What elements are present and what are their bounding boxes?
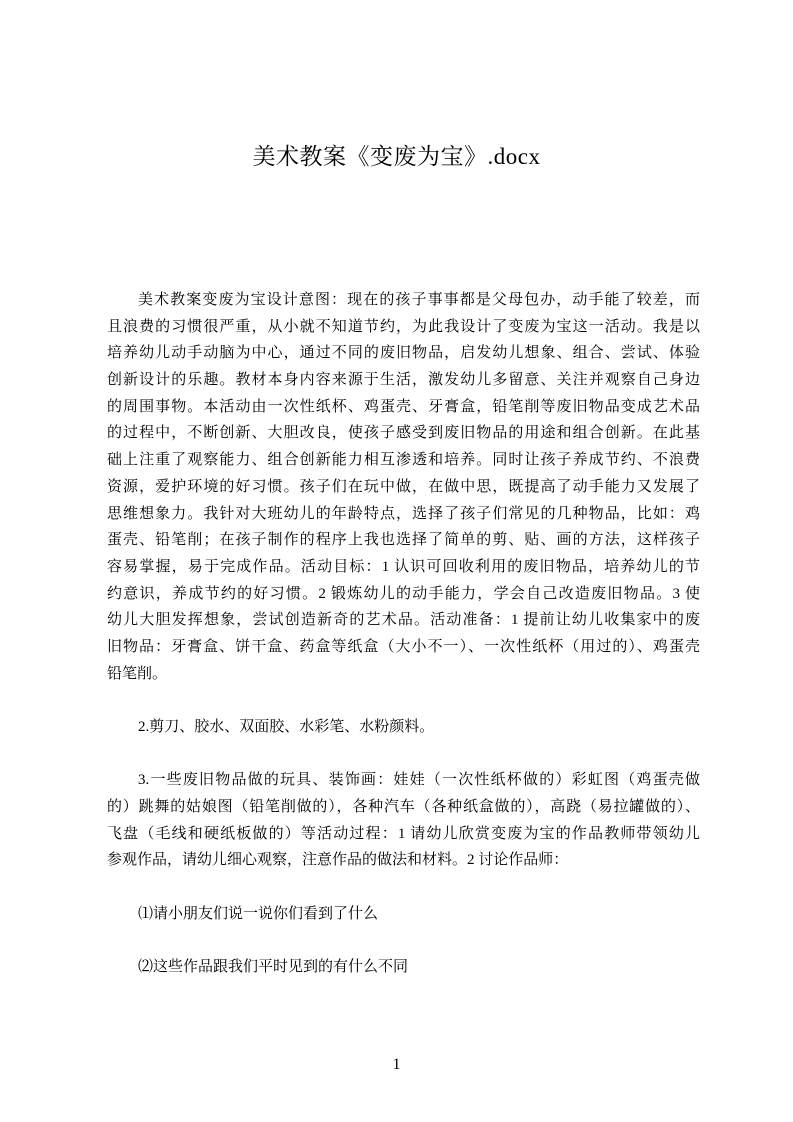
paragraph-line: 且浪费的习惯很严重，从小就不知道节约，为此我设计了变废为宝这一活动。我是以 — [107, 318, 700, 335]
paragraph — [107, 287, 700, 687]
document-title: 美术教案《变废为宝》.docx — [252, 144, 541, 169]
paragraph-line: 容易掌握，易于完成作品。活动目标：1 认识可回收利用的废旧物品，培养幼儿的节 — [107, 558, 700, 575]
page-number: 1 — [392, 1056, 401, 1073]
paragraph-line: 资源，爱护环境的好习惯。孩子们在玩中做，在做中思，既提高了动手能力又发展了 — [107, 478, 700, 495]
paragraph-line: 铅笔削。 — [107, 665, 168, 682]
paragraph-line: 飞盘（毛线和硬纸板做的）等活动过程：1 请幼儿欣赏变废为宝的作品教师带领幼儿 — [107, 825, 700, 842]
paragraph-line: 2.剪刀、胶水、双面胶、水彩笔、水粉颜料。 — [138, 719, 435, 735]
paragraph-line: 蛋壳、铅笔削；在孩子制作的程序上我也选择了简单的剪、贴、画的方法，这样孩子 — [107, 532, 700, 549]
paragraph-line: 幼儿大胆发挥想象，尝试创造新奇的艺术品。活动准备：1 提前让幼儿收集家中的废 — [107, 612, 700, 629]
paragraph-line: 3.一些废旧物品做的玩具、装饰画：娃娃（一次性纸杯做的）彩虹图（鸡蛋壳做 — [138, 772, 700, 789]
paragraph-line: 思维想象力。我针对大班幼儿的年龄特点，选择了孩子们常见的几种物品，比如：鸡 — [107, 505, 700, 522]
paragraph-line: ⑵这些作品跟我们平时见到的有什么不同 — [138, 959, 409, 976]
paragraph-line: 的周围事物。本活动由一次性纸杯、鸡蛋壳、牙膏盒，铅笔削等废旧物品变成艺术品 — [107, 398, 700, 415]
paragraph-line: 培养幼儿动手动脑为中心，通过不同的废旧物品，启发幼儿想象、组合、尝试、体验 — [107, 345, 700, 362]
paragraph-line: ⑴请小朋友们说一说你们看到了什么 — [138, 905, 379, 922]
paragraph — [107, 767, 700, 874]
paragraph — [107, 954, 700, 981]
paragraph-line: 美术教案变废为宝设计意图：现在的孩子事事都是父母包办，动手能了较差，而 — [138, 292, 700, 308]
paragraph — [107, 714, 700, 741]
paragraph-line: 旧物品：牙膏盒、饼干盒、药盒等纸盒（大小不一）、一次性纸杯（用过的）、鸡蛋壳 — [107, 638, 700, 655]
document-body — [107, 287, 700, 1008]
paragraph-line: 的过程中，不断创新、大胆改良，使孩子感受到废旧物品的用途和组合创新。在此基 — [107, 425, 700, 442]
paragraph — [107, 901, 700, 928]
paragraph-line: 的）跳舞的姑娘图（铅笔削做的），各种汽车（各种纸盒做的），高跷（易拉罐做的）、 — [107, 799, 700, 816]
paragraph-line: 约意识，养成节约的好习惯。2 锻炼幼儿的动手能力，学会自己改造废旧物品。3 使 — [107, 585, 700, 602]
paragraph-line: 参观作品，请幼儿细心观察，注意作品的做法和材料。2 讨论作品师： — [107, 852, 569, 869]
paragraph-line: 础上注重了观察能力、组合创新能力相互渗透和培养。同时让孩子养成节约、不浪费 — [107, 452, 700, 469]
paragraph-line: 创新设计的乐趣。教材本身内容来源于生活，激发幼儿多留意、关注并观察自己身边 — [107, 372, 700, 389]
